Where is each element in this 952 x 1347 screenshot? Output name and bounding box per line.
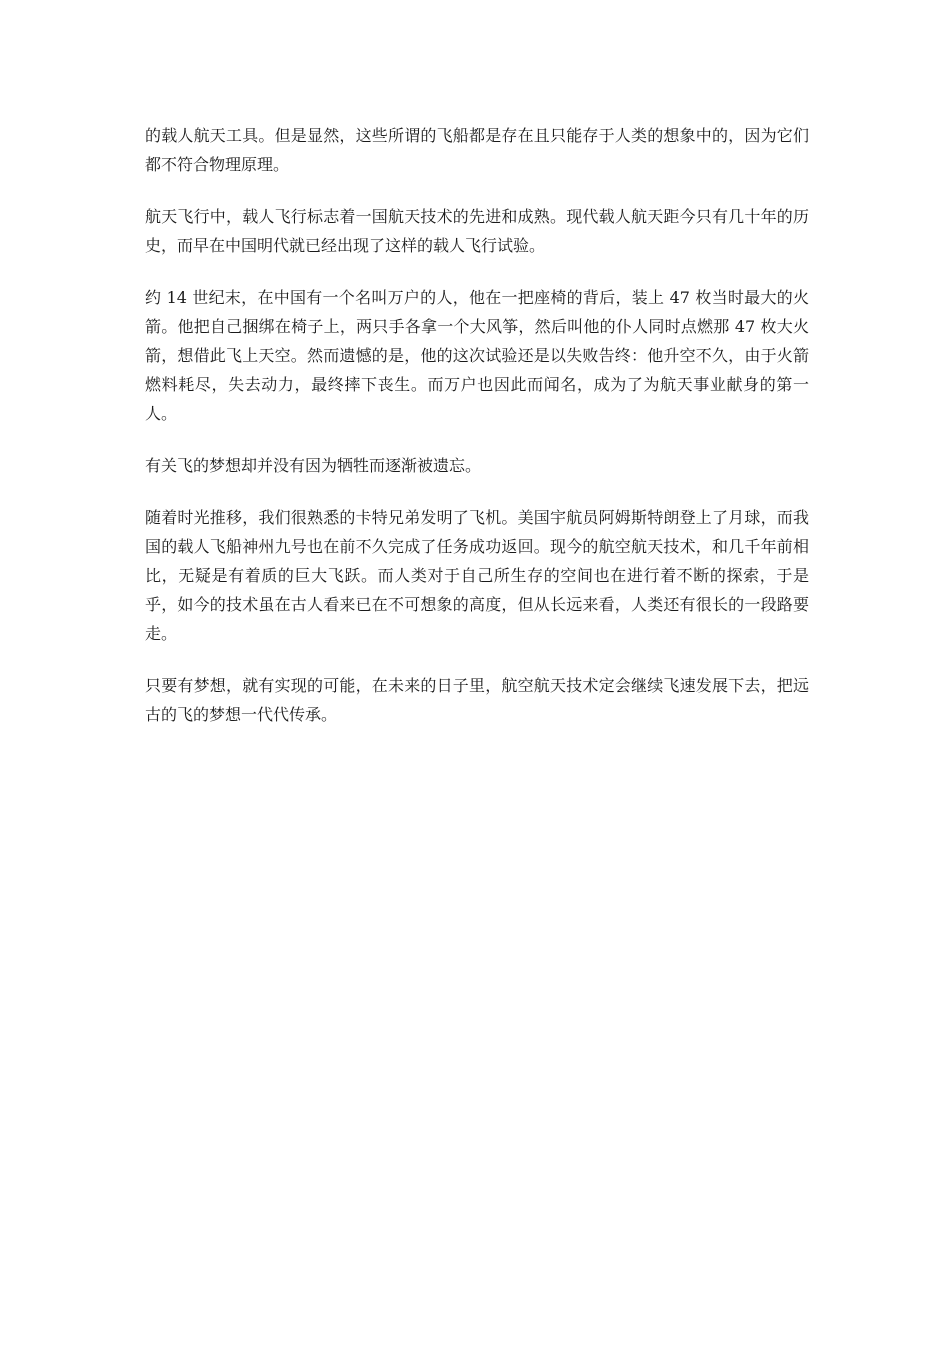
paragraph-3: 约 14 世纪末，在中国有一个名叫万户的人，他在一把座椅的背后，装上 47 枚当时最大的火箭。他把自己捆绑在椅子上，两只手各拿一个大风筝，然后叫他的仆人同时点燃那 47 枚大火箭，想借此飞上天空。然而遗憾的是，他的这次试验还是以失败告终：他升空不久，由于火箭燃料耗尽，失去动力，最终摔下丧生。而万户也因此而闻名，成为了为航天事业献身的第一人。 <box>145 288 809 423</box>
paragraph-1: 的载人航天工具。但是显然，这些所谓的飞船都是存在且只能存于人类的想象中的，因为它们都不符合物理原理。 <box>145 126 809 174</box>
paragraph-6: 只要有梦想，就有实现的可能，在未来的日子里，航空航天技术定会继续飞速发展下去，把远古的飞的梦想一代代传承。 <box>145 676 809 724</box>
paragraph-5: 随着时光推移，我们很熟悉的卡特兄弟发明了飞机。美国宇航员阿姆斯特朗登上了月球，而我国的载人飞船神州九号也在前不久完成了任务成功返回。现今的航空航天技术，和几千年前相比，无疑是有着质的巨大飞跃。而人类对于自己所生存的空间也在进行着不断的探索，于是乎，如今的技术虽在古人看来已在不可想象的高度，但从长远来看，人类还有很长的一段路要走。 <box>145 508 809 643</box>
paragraph-2: 航天飞行中，载人飞行标志着一国航天技术的先进和成熟。现代载人航天距今只有几十年的历史，而早在中国明代就已经出现了这样的载人飞行试验。 <box>145 207 809 255</box>
document-body <box>145 121 809 752</box>
paragraph-4: 有关飞的梦想却并没有因为牺牲而逐渐被遗忘。 <box>145 456 482 475</box>
